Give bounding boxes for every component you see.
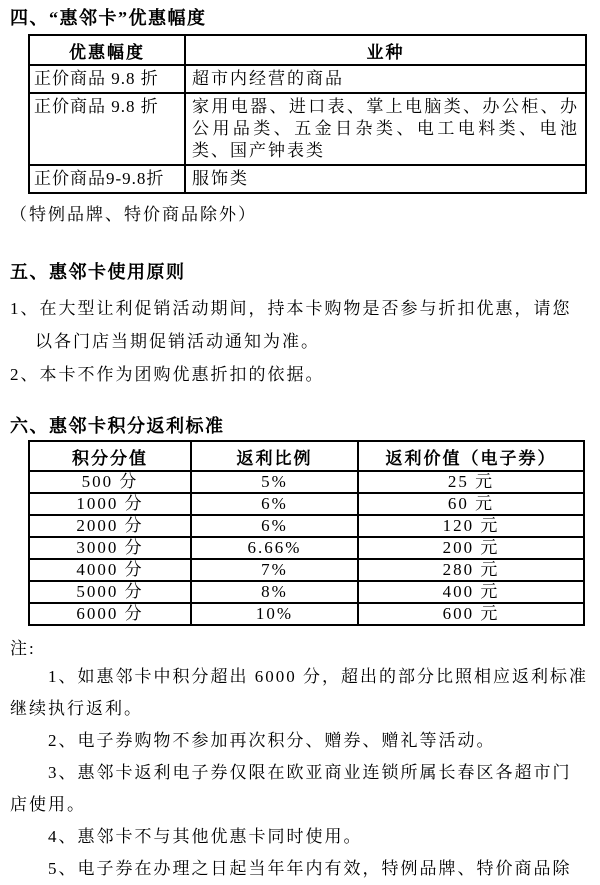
table-cell: 6000 分 xyxy=(29,603,191,625)
table-cell: 500 分 xyxy=(29,471,191,493)
table-footnote: （特例品牌、特价商品除外） xyxy=(10,205,257,224)
table-row xyxy=(29,493,584,515)
discount-table xyxy=(28,34,587,194)
section6-heading: 六、惠邻卡积分返利标准 xyxy=(10,416,225,436)
rebate-table xyxy=(28,440,585,626)
table-cell: 25 元 xyxy=(358,471,584,493)
table-row xyxy=(29,537,584,559)
table-row xyxy=(29,581,584,603)
table-row xyxy=(29,515,584,537)
table-header-cell: 返利价值（电子券） xyxy=(358,441,584,471)
table-cell: 正价商品9-9.8折 xyxy=(29,165,185,193)
note-line: 店使用。 xyxy=(10,795,86,814)
table-header-row xyxy=(29,35,586,65)
paragraph-line: 以各门店当期促销活动通知为准。 xyxy=(35,332,320,351)
table-cell: 10% xyxy=(191,603,358,625)
note-line: 1、如惠邻卡中积分超出 6000 分，超出的部分比照相应返利标准 xyxy=(48,667,588,686)
table-cell: 家用电器、进口表、掌上电脑类、办公柜、办公用品类、五金日杂类、电工电料类、电池类、国产钟表类 xyxy=(185,93,586,165)
table-cell: 正价商品 9.8 折 xyxy=(29,65,185,93)
table-header-cell: 返利比例 xyxy=(191,441,358,471)
section5-items xyxy=(10,292,590,391)
notes-list xyxy=(10,661,590,885)
table-cell: 5000 分 xyxy=(29,581,191,603)
notes-label: 注: xyxy=(10,639,36,658)
table-cell: 120 元 xyxy=(358,515,584,537)
paragraph-line: 2、本卡不作为团购优惠折扣的依据。 xyxy=(10,365,325,384)
table-row xyxy=(29,65,586,93)
table-cell: 4000 分 xyxy=(29,559,191,581)
table-cell: 3000 分 xyxy=(29,537,191,559)
table-row xyxy=(29,559,584,581)
table-cell: 600 元 xyxy=(358,603,584,625)
table-cell: 6% xyxy=(191,515,358,537)
table-cell: 超市内经营的商品 xyxy=(185,65,586,93)
table-cell: 8% xyxy=(191,581,358,603)
table-cell: 2000 分 xyxy=(29,515,191,537)
paragraph-line: 1、在大型让利促销活动期间，持本卡购物是否参与折扣优惠，请您 xyxy=(10,299,572,318)
table-header-cell: 业种 xyxy=(185,35,586,65)
table-cell: 6% xyxy=(191,493,358,515)
table-header-cell: 优惠幅度 xyxy=(29,35,185,65)
note-line: 4、惠邻卡不与其他优惠卡同时使用。 xyxy=(48,827,363,846)
note-line: 3、惠邻卡返利电子券仅限在欧亚商业连锁所属长春区各超市门 xyxy=(48,763,572,782)
table-header-cell: 积分分值 xyxy=(29,441,191,471)
table-cell: 5% xyxy=(191,471,358,493)
table-cell: 服饰类 xyxy=(185,165,586,193)
section4-heading: 四、“惠邻卡”优惠幅度 xyxy=(10,8,207,28)
table-cell: 200 元 xyxy=(358,537,584,559)
table-row xyxy=(29,471,584,493)
table-cell: 6.66% xyxy=(191,537,358,559)
table-cell: 60 元 xyxy=(358,493,584,515)
table-cell: 1000 分 xyxy=(29,493,191,515)
table-row xyxy=(29,603,584,625)
table-cell: 7% xyxy=(191,559,358,581)
table-cell: 400 元 xyxy=(358,581,584,603)
table-row xyxy=(29,165,586,193)
note-line: 5、电子券在办理之日起当年年内有效，特例品牌、特价商品除 xyxy=(48,859,572,878)
table-cell: 正价商品 9.8 折 xyxy=(29,93,185,165)
table-row xyxy=(29,93,586,165)
table-cell: 280 元 xyxy=(358,559,584,581)
note-line: 2、电子券购物不参加再次积分、赠券、赠礼等活动。 xyxy=(48,731,496,750)
note-line: 继续执行返利。 xyxy=(10,699,143,718)
section5-heading: 五、惠邻卡使用原则 xyxy=(10,262,186,282)
table-header-row xyxy=(29,441,584,471)
